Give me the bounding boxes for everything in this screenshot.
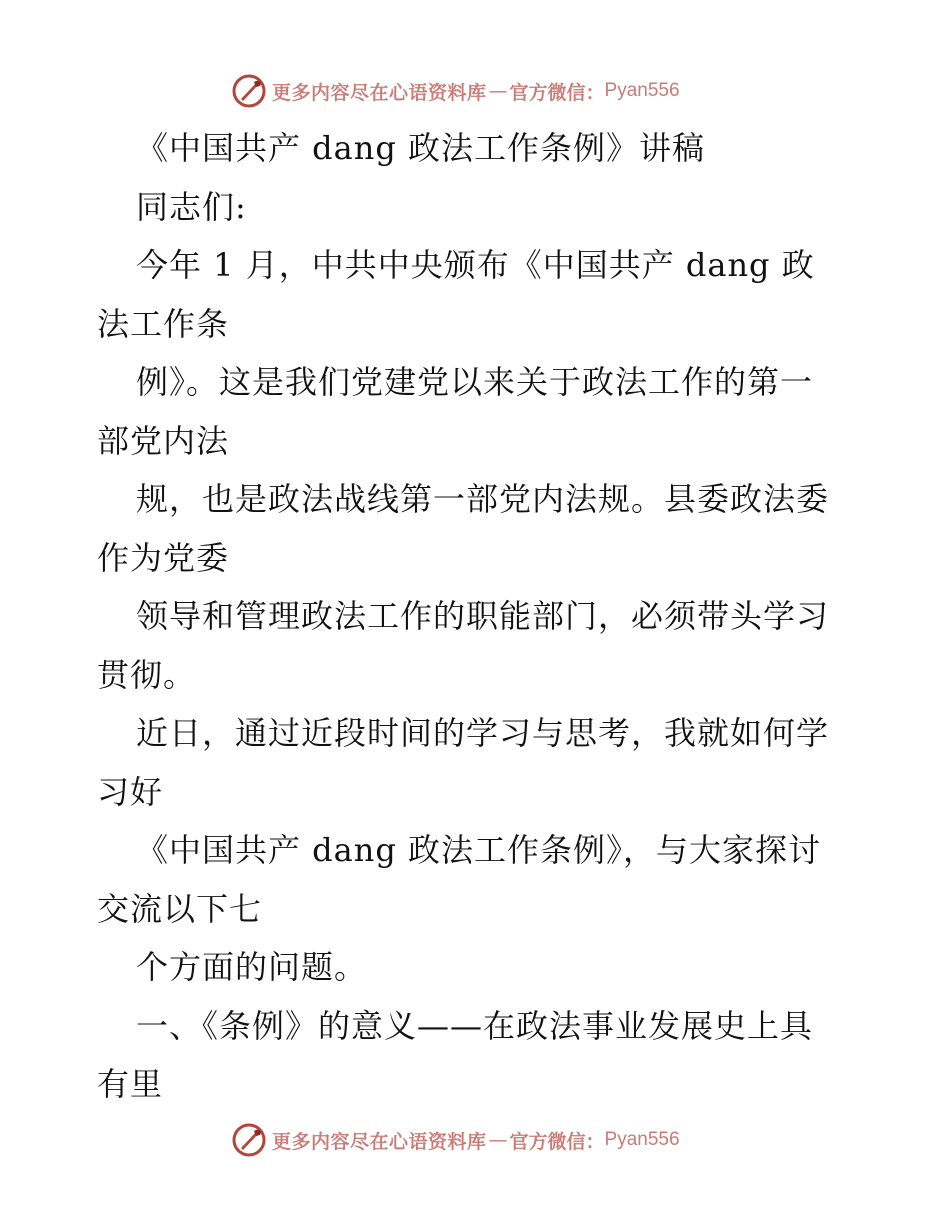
paragraph-line: 习好	[97, 772, 164, 811]
banner-separator: —	[488, 1129, 508, 1151]
footer-watermark-banner	[232, 1120, 680, 1160]
salutation: 同志们:	[136, 187, 247, 226]
banner-wechat-label: 官方微信：	[509, 1130, 605, 1153]
paragraph-line: 《中国共产 dang 政法工作条例》，与大家探讨	[136, 831, 822, 869]
paragraph-line: 例》。这是我们党建党以来关于政法工作的第一	[136, 363, 814, 401]
paragraph-line: 个方面的问题。	[136, 948, 368, 986]
paragraph-line: 作为党委	[97, 538, 230, 577]
banner-wechat-id: Pyan556	[604, 1129, 680, 1150]
banner-wechat-id: Pyan556	[604, 80, 680, 101]
paragraph-line: 规，也是政法战线第一部党内法规。县委政法委	[136, 480, 830, 518]
banner-text: 更多内容尽在心语资料库	[272, 81, 487, 104]
paragraph-line: 法工作条	[97, 304, 230, 343]
paragraph-line: 交流以下七	[97, 889, 263, 928]
document-title: 《中国共产 dang 政法工作条例》讲稿	[136, 129, 706, 167]
paragraph-line: 部党内法	[97, 421, 230, 460]
paragraph-line: 贯彻。	[97, 655, 197, 694]
paragraph-line: 领导和管理政法工作的职能部门，必须带头学习	[136, 597, 830, 635]
header-watermark-banner	[232, 71, 680, 111]
banner-wechat-label: 官方微信：	[509, 81, 605, 104]
paragraph-line: 今年 1 月，中共中央颁布《中国共产 dang 政	[136, 246, 815, 284]
quill-pen-logo-icon	[232, 1123, 266, 1157]
banner-text: 更多内容尽在心语资料库	[272, 1130, 487, 1153]
banner-separator: —	[488, 80, 508, 102]
quill-pen-logo-icon	[232, 74, 266, 108]
paragraph-line: 近日，通过近段时间的学习与思考，我就如何学	[136, 714, 830, 752]
section-heading: 一、《条例》的意义——在政法事业发展史上具	[136, 1006, 814, 1045]
document-body	[97, 119, 857, 1114]
paragraph-line: 有里	[97, 1065, 164, 1103]
